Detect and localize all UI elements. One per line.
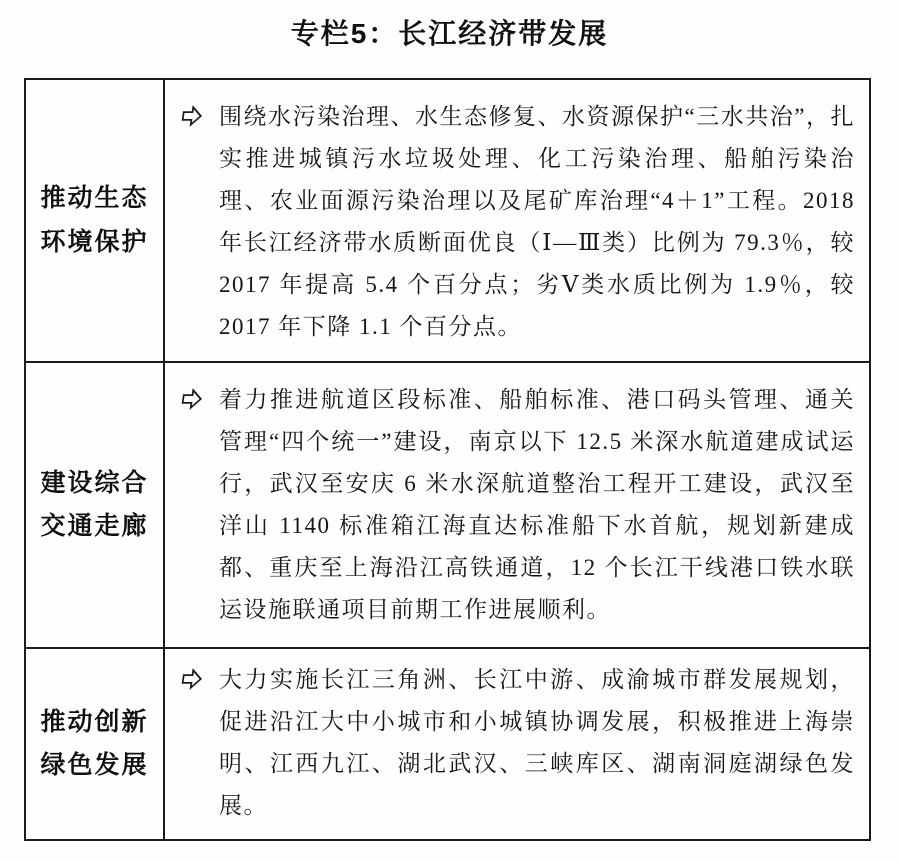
row-content-cell (165, 80, 869, 361)
table-row (26, 80, 869, 363)
row-label-cell (26, 363, 165, 647)
row-label-line: 推动生态 (40, 184, 149, 212)
table-row (26, 649, 869, 839)
row-label-line: 环境保护 (40, 227, 149, 256)
hollow-right-arrow-icon (179, 105, 204, 127)
row-label-line: 交通走廊 (40, 512, 149, 540)
row-label-line: 推动创新 (40, 707, 149, 736)
row-label-cell (26, 649, 165, 839)
table-row (26, 363, 869, 649)
row-body-text: 围绕水污染治理、水生态修复、水资源保护“三水共治”，扎实推进城镇污水垃圾处理、化工污染治理、船舶污染治理、农业面源污染治理以及尾矿库治理“4＋1”工程。2018 年长江经济带水质断面优良（Ⅰ—Ⅲ类）比例为 79.3％，较 2017 年提高 5.4 个百分点；劣Ⅴ类水质比例为 1.9％，较 2017 年下降 1.1 个百分点。 (219, 104, 855, 339)
row-label-line: 建设综合 (40, 468, 149, 497)
row-label-line: 绿色发展 (40, 751, 149, 779)
row-body-text: 大力实施长江三角洲、长江中游、成渝城市群发展规划，促进沿江大中小城市和小城镇协调发展，积极推进上海崇明、江西九江、湖北武汉、三峡库区、湖南洞庭湖绿色发展。 (219, 667, 855, 818)
row-label-cell (26, 80, 165, 361)
hollow-right-arrow-icon (179, 668, 204, 690)
row-content-cell (165, 363, 869, 647)
hollow-right-arrow-icon (179, 388, 204, 410)
feature-box-table (24, 78, 871, 841)
row-content-cell (165, 649, 869, 839)
page-title: 专栏5：长江经济带发展 (290, 18, 609, 49)
row-body-text: 着力推进航道区段标准、船舶标准、港口码头管理、通关管理“四个统一”建设，南京以下 12.5 米深水航道建成试运行，武汉至安庆 6 米水深航道整治工程开工建设，武汉至洋山 1140 标准箱江海直达标准船下水首航，规划新建成都、重庆至上海沿江高铁通道，12 个长江干线港口铁水联运设施联通项目前期工作进展顺利。 (219, 387, 855, 622)
